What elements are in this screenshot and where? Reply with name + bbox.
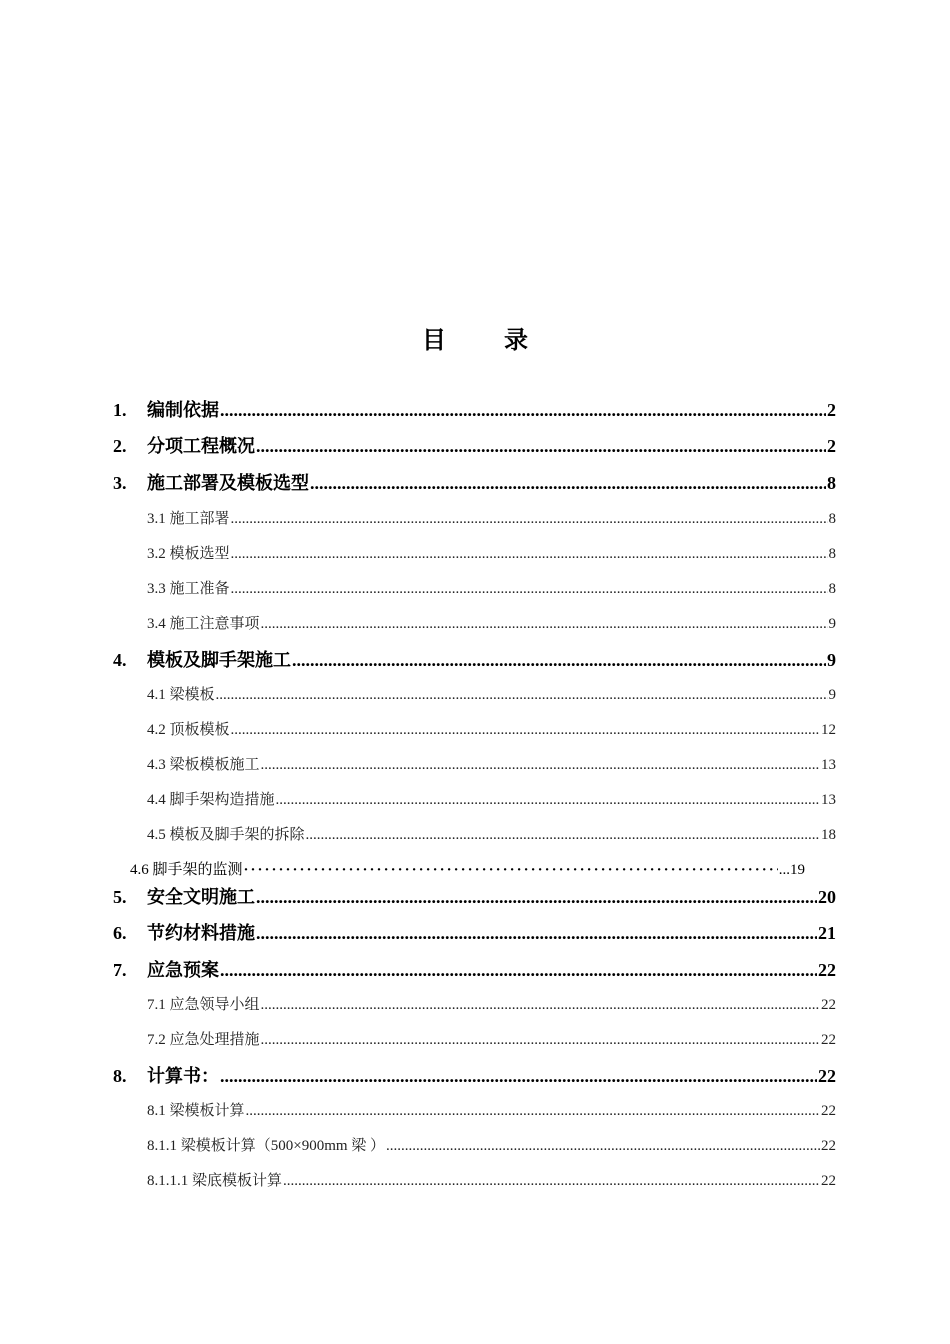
toc-entry-title: 3.4 施工注意事项: [147, 616, 260, 632]
toc-entry-number: 7.: [113, 960, 127, 980]
toc-entry-3-2[interactable]: [147, 542, 836, 563]
toc-entry-7-1[interactable]: [147, 993, 836, 1014]
toc-entry-number: 5.: [113, 887, 127, 907]
toc-entry-page: 13: [821, 792, 836, 808]
toc-leader-dots: [261, 1032, 820, 1049]
toc-leader-dots: [256, 923, 817, 944]
toc-entry-title: 7.2 应急处理措施: [147, 1032, 260, 1048]
toc-entry-3-4[interactable]: [147, 612, 836, 633]
toc-title-right: 录: [504, 328, 528, 354]
toc-leader-dots: [246, 1103, 820, 1120]
toc-leader-dots: [231, 511, 828, 528]
toc-entry-3-3[interactable]: [147, 577, 836, 598]
toc-entry-5[interactable]: [113, 883, 836, 909]
toc-leader-dots: [220, 960, 817, 981]
toc-leader-dots: [292, 650, 826, 671]
toc-title-left: 目: [422, 328, 446, 354]
toc-entry-1[interactable]: [113, 396, 836, 422]
toc-leader-dots: [386, 1138, 820, 1155]
toc-entry-title: 3.1 施工部署: [147, 511, 230, 527]
toc-entry-title: 8.1 梁模板计算: [147, 1103, 245, 1119]
toc-entry-title: 计算书：: [147, 1066, 219, 1086]
toc-entry-8[interactable]: [113, 1062, 836, 1088]
toc-entry-3-1[interactable]: [147, 507, 836, 528]
toc-leader-dots: [276, 792, 820, 809]
toc-leader-dots: [256, 887, 817, 908]
toc-leader-dots: [231, 581, 828, 598]
toc-leader-dots: [244, 862, 778, 879]
toc-entry-title: 3.3 施工准备: [147, 581, 230, 597]
toc-entry-title: 4.5 模板及脚手架的拆除: [147, 827, 305, 843]
toc-leader-dots: [261, 757, 820, 774]
toc-entry-title: 4.6 脚手架的监测: [130, 862, 243, 878]
toc-leader-dots: [220, 1066, 817, 1087]
toc-entry-8-1-1-1[interactable]: [147, 1169, 836, 1190]
toc-entry-page: 18: [821, 827, 836, 843]
toc-entry-title: 模板及脚手架施工: [147, 650, 291, 670]
toc-entry-number: 4.: [113, 650, 127, 670]
toc-leader-dots: [261, 997, 820, 1014]
toc-entry-6[interactable]: [113, 919, 836, 945]
toc-entry-page: 2: [827, 400, 836, 420]
toc-entry-page: 8: [827, 473, 836, 493]
toc-entry-page: 8: [828, 511, 836, 527]
toc-entry-4-5[interactable]: [147, 823, 836, 844]
toc-entry-title: 4.4 脚手架构造措施: [147, 792, 275, 808]
toc-entry-title: 4.1 梁模板: [147, 687, 215, 703]
toc-entry-page: 9: [828, 687, 836, 703]
toc-entry-page: 9: [827, 650, 836, 670]
toc-entry-4-2[interactable]: [147, 718, 836, 739]
toc-entry-page: 22: [821, 1173, 836, 1189]
toc-entry-4[interactable]: [113, 646, 836, 672]
toc-leader-dots: [231, 546, 828, 563]
toc-entry-title: 分项工程概况: [147, 436, 255, 456]
toc-entry-title: 8.1.1.1 梁底模板计算: [147, 1173, 283, 1189]
toc-leader-dots: [306, 827, 820, 844]
toc-entry-title: 4.2 顶板模板: [147, 722, 230, 738]
toc-entry-title: 施工部署及模板选型: [147, 473, 309, 493]
toc-entry-number: 8.: [113, 1066, 127, 1086]
toc-title: [0, 320, 950, 355]
toc-entry-2[interactable]: [113, 432, 836, 458]
toc-entry-page: ...19: [778, 862, 805, 878]
toc-entry-title: 3.2 模板选型: [147, 546, 230, 562]
toc-leader-dots: [231, 722, 820, 739]
toc-entry-8-1[interactable]: [147, 1099, 836, 1120]
toc-entry-title: 7.1 应急领导小组: [147, 997, 260, 1013]
toc-entry-title: 应急预案: [147, 960, 219, 980]
toc-entry-page: 20: [818, 887, 836, 907]
toc-leader-dots: [216, 687, 828, 704]
toc-entry-number: 3.: [113, 473, 127, 493]
toc-entry-page: 21: [818, 923, 836, 943]
toc-entry-number: 2.: [113, 436, 127, 456]
toc-entry-page: 22: [821, 997, 836, 1013]
toc-entry-title: 4.3 梁板模板施工: [147, 757, 260, 773]
toc-leader-dots: [310, 473, 826, 494]
toc-entry-4-3[interactable]: [147, 753, 836, 774]
toc-leader-dots: [283, 1173, 820, 1190]
toc-entry-title: 安全文明施工: [147, 887, 255, 907]
toc-entry-page: 22: [821, 1032, 836, 1048]
toc-entry-4-1[interactable]: [147, 683, 836, 704]
toc-entry-page: 22: [818, 960, 836, 980]
toc-entry-page: 22: [821, 1138, 836, 1154]
toc-entry-4-6[interactable]: [130, 858, 805, 879]
toc-entry-3[interactable]: [113, 469, 836, 495]
toc-entry-4-4[interactable]: [147, 788, 836, 809]
toc-entry-7[interactable]: [113, 956, 836, 982]
toc-entry-number: 1.: [113, 400, 127, 420]
toc-entry-page: 8: [828, 546, 836, 562]
toc-entry-page: 8: [828, 581, 836, 597]
toc-entry-page: 9: [828, 616, 836, 632]
toc-entry-page: 2: [827, 436, 836, 456]
toc-entry-page: 22: [818, 1066, 836, 1086]
toc-entry-title: 节约材料措施: [147, 923, 255, 943]
toc-entry-8-1-1[interactable]: [147, 1134, 836, 1155]
toc-entry-page: 12: [821, 722, 836, 738]
toc-entry-title: 8.1.1 梁模板计算（500×900mm 梁 ）: [147, 1138, 386, 1154]
toc-entry-title: 编制依据: [147, 400, 219, 420]
toc-entry-page: 13: [821, 757, 836, 773]
toc-leader-dots: [261, 616, 828, 633]
toc-leader-dots: [256, 436, 826, 457]
toc-entry-number: 6.: [113, 923, 127, 943]
toc-entry-page: 22: [821, 1103, 836, 1119]
toc-leader-dots: [220, 400, 826, 421]
toc-entry-7-2[interactable]: [147, 1028, 836, 1049]
